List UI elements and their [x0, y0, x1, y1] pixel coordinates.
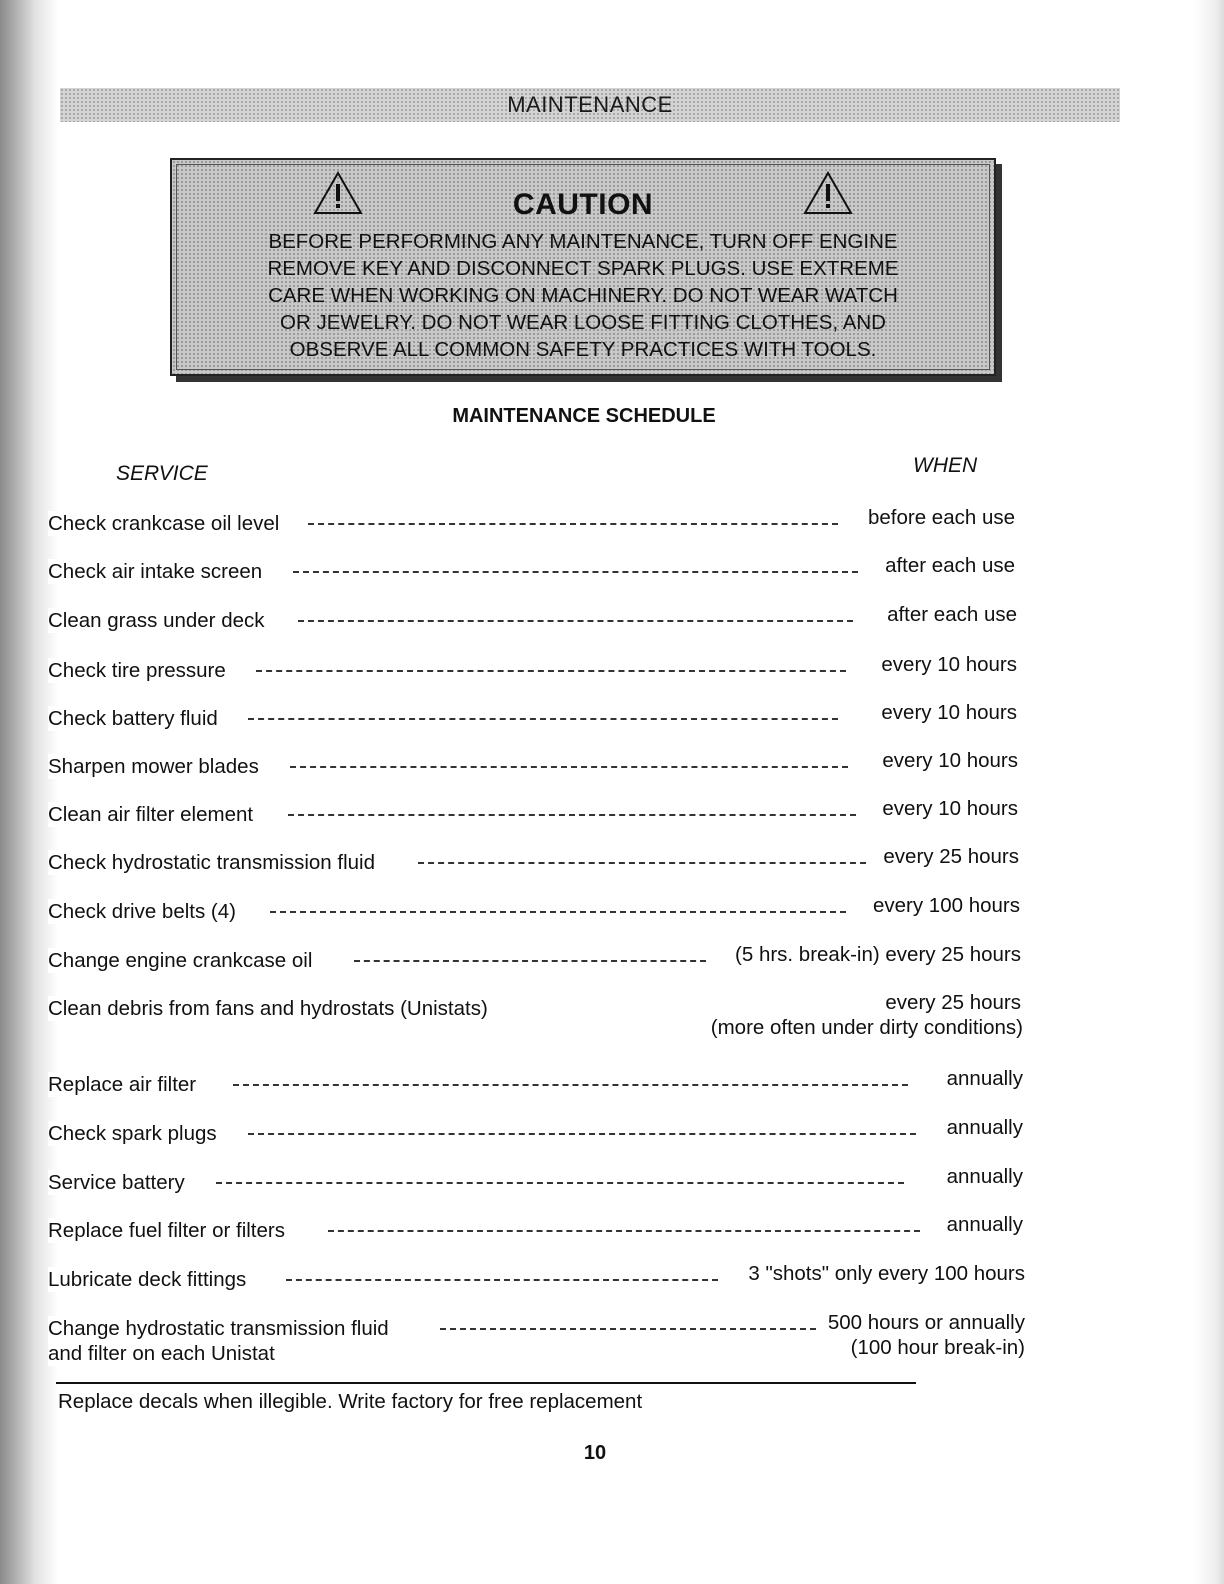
section-header-bar	[60, 88, 1120, 122]
service-label: Check hydrostatic transmission fluid	[48, 850, 383, 875]
schedule-row	[48, 1311, 1025, 1372]
leader-line	[216, 1182, 904, 1184]
leader-line	[248, 718, 838, 720]
service-label: Clean debris from fans and hydrostats (Unistats)	[48, 996, 496, 1021]
when-label: every 10 hours	[882, 749, 1018, 772]
service-label: Replace fuel filter or filters	[48, 1218, 293, 1243]
when-label: 3 "shots" only every 100 hours	[748, 1262, 1025, 1285]
leader-line	[308, 523, 838, 525]
caution-line: REMOVE KEY AND DISCONNECT SPARK PLUGS. USE EXTREME	[267, 257, 899, 280]
leader-line	[290, 766, 848, 768]
when-label: (5 hrs. break-in) every 25 hours	[735, 943, 1021, 966]
when-label: every 25 hours	[885, 991, 1021, 1014]
when-label: annually	[946, 1165, 1023, 1188]
service-label: Check spark plugs	[48, 1121, 225, 1146]
section-title: MAINTENANCE	[507, 92, 673, 117]
when-label: every 10 hours	[881, 701, 1017, 724]
service-label: Clean grass under deck	[48, 608, 273, 633]
service-label: Service battery	[48, 1170, 193, 1195]
when-label: before each use	[867, 506, 1015, 529]
page-number: 10	[583, 1442, 607, 1464]
when-label: after each use	[887, 603, 1017, 626]
leader-line	[248, 1133, 916, 1135]
leader-line	[293, 571, 858, 573]
service-label: Replace air filter	[48, 1072, 204, 1097]
schedule-row	[48, 991, 1023, 1056]
when-label: every 10 hours	[881, 653, 1017, 676]
service-label: Lubricate deck fittings	[48, 1267, 254, 1292]
service-label: Check tire pressure	[48, 658, 234, 683]
when-label: annually	[946, 1116, 1023, 1139]
leader-line	[270, 911, 846, 913]
when-label: 500 hours or annually	[827, 1311, 1025, 1334]
caution-text	[232, 228, 934, 363]
leader-line	[328, 1230, 920, 1232]
service-label: Check drive belts (4)	[48, 899, 244, 924]
when-label: after each use	[885, 554, 1015, 577]
caution-line: OR JEWELRY. DO NOT WEAR LOOSE FITTING CLOTHES, AND	[280, 311, 886, 334]
service-label: Check battery fluid	[48, 706, 226, 731]
leader-line	[298, 620, 853, 622]
when-note: (more often under dirty conditions)	[710, 1016, 1023, 1039]
leader-line	[418, 862, 866, 864]
service-label: Check air intake screen	[48, 559, 270, 584]
caution-heading: CAUTION	[512, 188, 654, 221]
when-label: every 25 hours	[883, 845, 1019, 868]
when-label: every 100 hours	[872, 894, 1020, 917]
schedule-title: MAINTENANCE SCHEDULE	[452, 405, 716, 427]
when-label: annually	[946, 1213, 1023, 1236]
service-label-continued: and filter on each Unistat	[48, 1341, 283, 1366]
leader-line	[440, 1328, 816, 1330]
when-note: (100 hour break-in)	[850, 1336, 1025, 1359]
column-header-service: SERVICE	[116, 462, 208, 485]
caution-line: CARE WHEN WORKING ON MACHINERY. DO NOT WEAR WATCH	[268, 284, 898, 307]
leader-line	[256, 670, 846, 672]
caution-line: BEFORE PERFORMING ANY MAINTENANCE, TURN OFF ENGINE	[268, 230, 898, 253]
service-label: Change hydrostatic transmission fluid	[48, 1316, 397, 1341]
leader-line	[233, 1084, 908, 1086]
column-header-when: WHEN	[913, 454, 978, 477]
service-label: Change engine crankcase oil	[48, 948, 320, 973]
footer-rule	[56, 1382, 916, 1384]
when-label: annually	[946, 1067, 1023, 1090]
service-label: Sharpen mower blades	[48, 754, 267, 779]
service-label: Check crankcase oil level	[48, 511, 287, 536]
leader-line	[286, 1279, 718, 1281]
caution-box	[170, 158, 996, 376]
caution-line: OBSERVE ALL COMMON SAFETY PRACTICES WITH TOOLS.	[289, 338, 877, 361]
footer-note: Replace decals when illegible. Write factory for free replacement	[58, 1390, 643, 1413]
when-label: every 10 hours	[882, 797, 1018, 820]
leader-line	[288, 814, 856, 816]
scan-edge-right	[1194, 0, 1224, 1584]
leader-line	[354, 960, 706, 962]
service-label: Clean air filter element	[48, 802, 261, 827]
